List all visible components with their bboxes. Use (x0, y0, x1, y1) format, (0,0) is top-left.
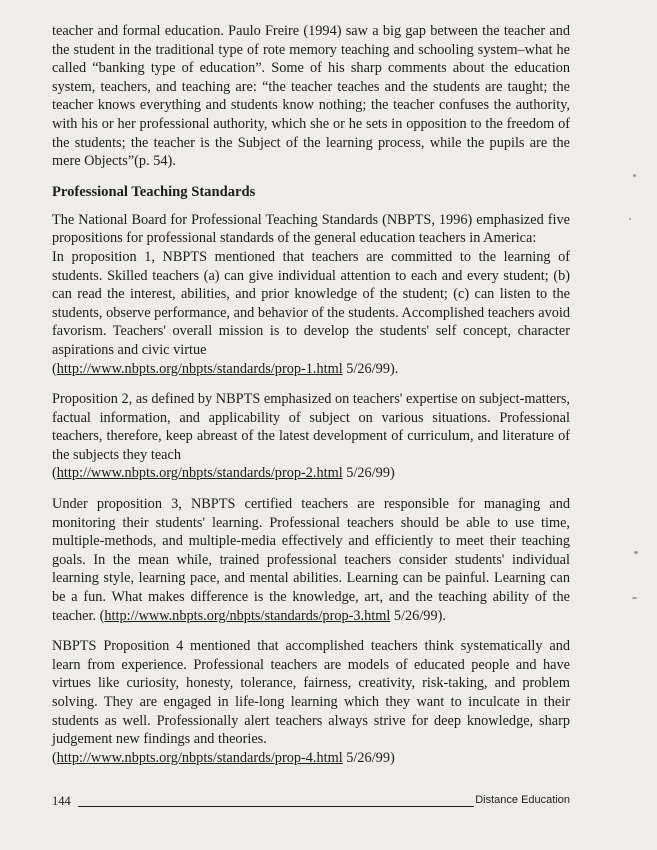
proposition-1-link[interactable]: http://www.nbpts.org/nbpts/standards/prop-1.html (56, 360, 343, 377)
proposition-2-link[interactable]: http://www.nbpts.org/nbpts/standards/prop-2.html (56, 465, 343, 482)
page-number: 144 (52, 794, 71, 808)
citation-open: ( (52, 749, 57, 766)
citation-open: ( (52, 465, 57, 482)
proposition-3-paragraph (52, 495, 570, 625)
citation-close: 5/26/99). (342, 360, 399, 377)
proposition-4-link[interactable]: http://www.nbpts.org/nbpts/standards/prop-4.html (56, 749, 343, 766)
citation-close: 5/26/99) (342, 749, 395, 766)
proposition-1-text: In proposition 1, NBPTS mentioned that teachers are committed to the learning of students. Skilled teachers (a) can give individual attention to each and every student; (b) can read the interest, abilities, and prior knowledge of the student; (c) can listen to the students, observe performance, and behavior of the students. Accomplished teachers avoid favorism. Teachers' overall mission is to develop the students' self concept, character aspirations and civic virtue (52, 248, 570, 358)
scan-speck (633, 174, 636, 177)
proposition-2-paragraph (52, 390, 570, 483)
citation-close: 5/26/99) (342, 465, 395, 482)
page-footer (52, 794, 570, 810)
citation-close: 5/26/99). (390, 607, 446, 624)
section-heading: Professional Teaching Standards (52, 183, 256, 200)
scan-speck (629, 218, 631, 220)
proposition-2-text: Proposition 2, as defined by NBPTS emphasized on teachers' expertise on subject-matters, factual information, and applicability of subject on various situations. Professional teachers, therefore, keep abreast of the latest development of curriculum, and literature of the subjects they teach (52, 391, 570, 463)
proposition-4-text: NBPTS Proposition 4 mentioned that accomplished teachers think systematically and learn from experience. Professional teachers are models of educated people and have virtues like curiosity, honesty, tolerance, fairness, creativity, risk-taking, and problem solving. They are engaged in life-long learning which they want to inculcate in their students as well. Professionally alert teachers always strive for deep knowledge, sharp judgement new findings and theories. (52, 638, 570, 748)
scan-speck (632, 597, 637, 599)
nbpts-intro-paragraph: The National Board for Professional Teaching Standards (NBPTS, 1996) emphasized five propositions for professional standards of the general education teachers in America: (52, 211, 570, 247)
scan-speck (634, 551, 638, 554)
citation-open: ( (52, 360, 57, 377)
running-title: Distance Education (475, 794, 570, 806)
proposition-4-paragraph (52, 637, 570, 767)
proposition-3-link[interactable]: http://www.nbpts.org/nbpts/standards/prop-3.html (104, 607, 391, 624)
footer-rule (78, 806, 474, 807)
intro-paragraph: teacher and formal education. Paulo Freire (1994) saw a big gap between the teacher and the student in the traditional type of rote memory teaching and schooling system–what he called “banking type of education”. Some of his sharp comments about the education system, teachers, and teaching are: “the teacher teaches and the students are taught; the teacher knows everything and students know nothing; the teacher confuses the authority, with his or her professional authority, which she or he sets in opposition to the freedom of the students; the teacher is the Subject of the learning process, while the pupils are the mere Objects”(p. 54). (52, 23, 570, 170)
citation-open: ( (96, 607, 105, 624)
proposition-1-paragraph (52, 248, 570, 378)
page-content (52, 22, 570, 779)
proposition-3-text: Under proposition 3, NBPTS certified teachers are responsible for managing and monitoring their students' learning. Professional teachers should be able to use time, multiple-methods, and multiple-media effectively and efficiently to meet their teaching goals. In the mean while, trained professional teachers consider students' individual learning style, learning pace, and mental abilities. Learning can be painful. Learning can be a fun. What makes difference is the knowledge, art, and the teaching ability of the teacher. (52, 496, 570, 624)
